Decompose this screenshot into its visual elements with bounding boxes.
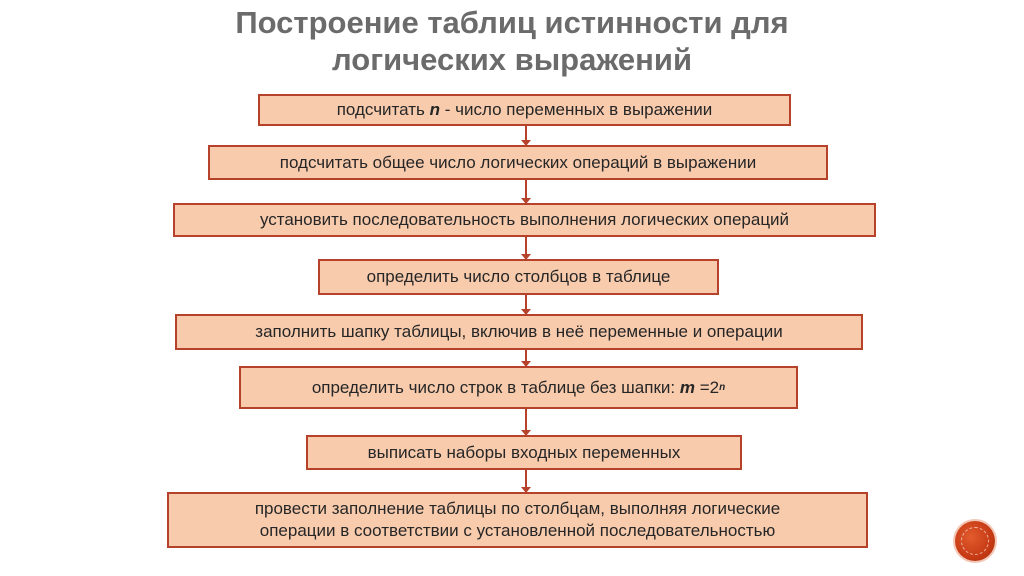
- step-7-text: выписать наборы входных переменных: [367, 442, 681, 462]
- step-4-count-columns: [318, 259, 719, 295]
- step-3-order-operations: [173, 203, 876, 237]
- title-line-2: логических выражений: [331, 42, 693, 77]
- step-1-text-pre: подсчитать: [336, 100, 430, 119]
- step-6-text-pre: определить число строк в таблице без шапки:: [311, 377, 680, 397]
- step-6-text-post: =2: [694, 377, 720, 397]
- arrow-2: [525, 180, 527, 203]
- arrow-6: [525, 409, 527, 435]
- title-line-1: Построение таблиц истинности для: [235, 5, 789, 40]
- step-6-count-rows: [239, 366, 798, 409]
- step-2-count-operations: [208, 145, 828, 180]
- arrow-4: [525, 295, 527, 314]
- step-2-text: подсчитать общее число логических операций в выражении: [279, 152, 757, 172]
- step-6-var: m: [679, 377, 695, 397]
- step-5-text: заполнить шапку таблицы, включив в неё переменные и операции: [255, 322, 783, 341]
- step-8-fill-table: [167, 492, 868, 548]
- step-6-exponent: n: [719, 381, 726, 393]
- arrow-3: [525, 237, 527, 259]
- step-3-text: установить последовательность выполнения логических операций: [259, 210, 790, 229]
- circle-logo-icon: [955, 521, 995, 561]
- step-5-fill-header: [175, 314, 863, 350]
- arrow-5: [525, 350, 527, 366]
- arrow-7: [525, 470, 527, 492]
- page-title: [0, 4, 1024, 78]
- step-7-write-inputs: [306, 435, 742, 470]
- step-4-text: определить число столбцов в таблице: [366, 267, 671, 286]
- step-8-text-line-1: провести заполнение таблицы по столбцам, выполняя логические: [254, 499, 781, 518]
- step-1-text-post: - число переменных в выражении: [440, 100, 713, 119]
- step-8-text-line-2: операции в соответствии с установленной последовательностью: [259, 521, 776, 540]
- step-1-count-variables: [258, 94, 791, 126]
- arrow-1: [525, 126, 527, 145]
- step-1-var: n: [429, 100, 440, 119]
